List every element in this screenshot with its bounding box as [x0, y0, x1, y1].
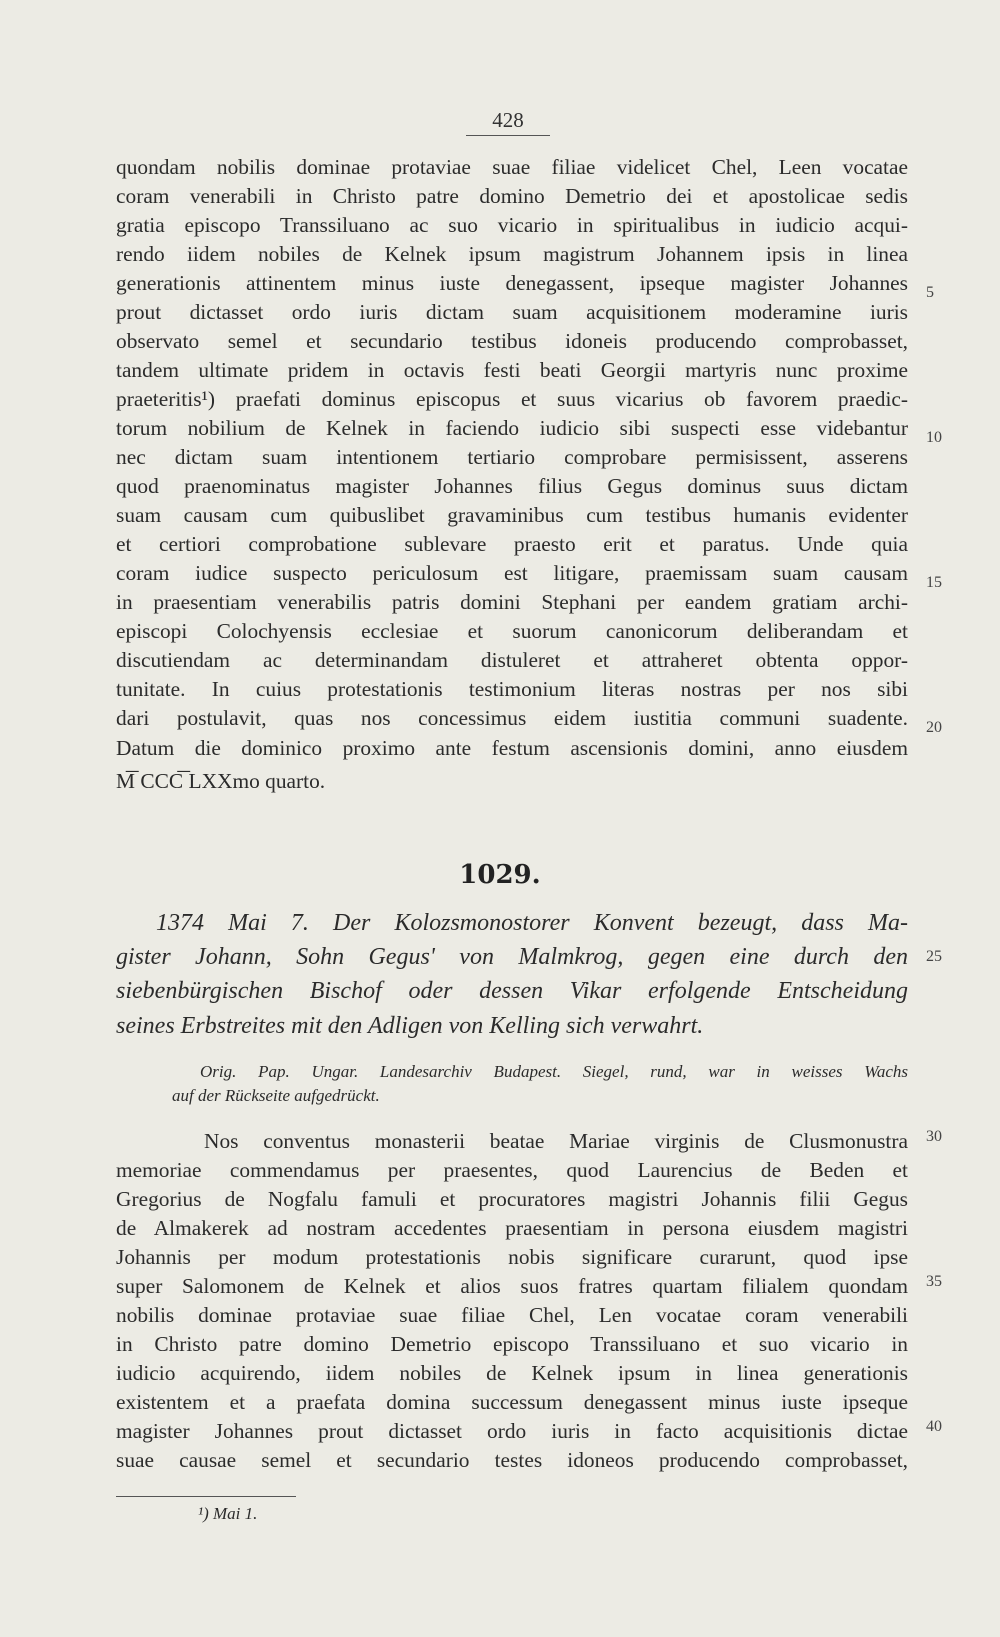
line-number: 5 — [926, 284, 934, 301]
regest-line: seines Erbstreites mit den Adligen von Kelling sich verwahrt. — [116, 1013, 704, 1039]
body-line: coram iudice suspecto periculosum est litigare, praemissam suam causam — [116, 561, 908, 585]
footnote: ¹) Mai 1. — [198, 1504, 258, 1523]
line-number: 20 — [926, 719, 942, 736]
regest-line: siebenbürgischen Bischof oder dessen Vikar erfolgende Entscheidung — [116, 978, 908, 1004]
body-line: suam causam cum quibuslibet gravaminibus cum testibus humanis evidenter — [116, 503, 908, 527]
body-line: quod praenominatus magister Johannes filius Gegus dominus suus dictam — [116, 474, 908, 498]
body-line: gratia episcopo Transsiluano ac suo vicario in spiritualibus in iudicio acqui- — [116, 213, 908, 237]
regest-line: 1374 Mai 7. Der Kolozsmonostorer Konvent bezeugt, dass Ma- — [156, 910, 908, 936]
body-line: prout dictasset ordo iuris dictam suam acquisitionem moderamine iuris — [116, 300, 908, 324]
body-line: memoriae commendamus per praesentes, quod Laurencius de Beden et — [116, 1158, 908, 1182]
source-note-line: Orig. Pap. Ungar. Landesarchiv Budapest. Siegel, rund, war in weisses Wachs — [200, 1062, 908, 1081]
footnote-rule — [116, 1496, 296, 1497]
body-line: Nos conventus monasterii beatae Mariae virginis de Clusmonustra — [204, 1129, 908, 1153]
line-number: 10 — [926, 429, 942, 446]
body-line: magister Johannes prout dictasset ordo iuris in facto acquisitionis dictae — [116, 1419, 908, 1443]
body-line: tandem ultimate pridem in octavis festi beati Georgii martyris nunc proxime — [116, 358, 908, 382]
body-line: de Almakerek ad nostram accedentes praesentiam in persona eiusdem magistri — [116, 1216, 908, 1240]
line-number: 40 — [926, 1418, 942, 1435]
body-line: observato semel et secundario testibus idoneis producendo comprobasset, — [116, 329, 908, 353]
line-number: 15 — [926, 574, 942, 591]
page-number-rule — [466, 135, 550, 136]
line-number: 35 — [926, 1273, 942, 1290]
line-number: 30 — [926, 1128, 942, 1145]
body-line: torum nobilium de Kelnek in faciendo iudicio sibi suspecti esse videbantur — [116, 416, 908, 440]
body-line: iudicio acquirendo, iidem nobiles de Kelnek ipsum in linea generationis — [116, 1361, 908, 1385]
body-line: nobilis dominae protaviae suae filiae Chel, Len vocatae coram venerabili — [116, 1303, 908, 1327]
body-line: coram venerabili in Christo patre domino Demetrio dei et apostolicae sedis — [116, 184, 908, 208]
page-number: 428 — [492, 108, 524, 132]
body-line: dari postulavit, quas nos concessimus eidem iustitia communi suadente. — [116, 706, 908, 730]
body-line: praeteritis¹) praefati dominus episcopus et suus vicarius ob favorem praedic- — [116, 387, 908, 411]
document-number: 1029. — [459, 860, 541, 890]
line-number: 25 — [926, 948, 942, 965]
body-line: existentem et a praefata domina successum denegassent minus iuste ipseque — [116, 1390, 908, 1414]
body-line: super Salomonem de Kelnek et alios suos fratres quartam filialem quondam — [116, 1274, 908, 1298]
body-line: Gregorius de Nogfalu famuli et procuratores magistri Johannis filii Gegus — [116, 1187, 908, 1211]
source-note-line: auf der Rückseite aufgedrückt. — [172, 1086, 380, 1105]
body-line: generationis attinentem minus iuste denegassent, ipseque magister Johannes — [116, 271, 908, 295]
body-line: Datum die dominico proximo ante festum ascensionis domini, anno eiusdem — [116, 736, 908, 760]
body-line: M͞ CCC͞ LXXmo quarto. — [116, 769, 326, 793]
body-line: quondam nobilis dominae protaviae suae filiae videlicet Chel, Leen vocatae — [116, 155, 908, 179]
body-line: suae causae semel et secundario testes idoneos producendo comprobasset, — [116, 1448, 908, 1472]
body-line: in Christo patre domino Demetrio episcopo Transsiluano et suo vicario in — [116, 1332, 908, 1356]
body-line: Johannis per modum protestationis nobis significare curarunt, quod ipse — [116, 1245, 908, 1269]
body-line: et certiori comprobatione sublevare praesto erit et paratus. Unde quia — [116, 532, 908, 556]
body-line: nec dictam suam intentionem tertiario comprobare permisissent, asserens — [116, 445, 908, 469]
regest-line: gister Johann, Sohn Gegus' von Malmkrog, gegen eine durch den — [116, 944, 908, 970]
body-line: rendo iidem nobiles de Kelnek ipsum magistrum Johannem ipsis in linea — [116, 242, 908, 266]
body-line: in praesentiam venerabilis patris domini Stephani per eandem gratiam archi- — [116, 590, 908, 614]
body-line: tunitate. In cuius protestationis testimonium literas nostras per nos sibi — [116, 677, 908, 701]
body-line: discutiendam ac determinandam distuleret et attraheret obtenta oppor- — [116, 648, 908, 672]
body-line: episcopi Colochyensis ecclesiae et suorum canonicorum deliberandam et — [116, 619, 908, 643]
